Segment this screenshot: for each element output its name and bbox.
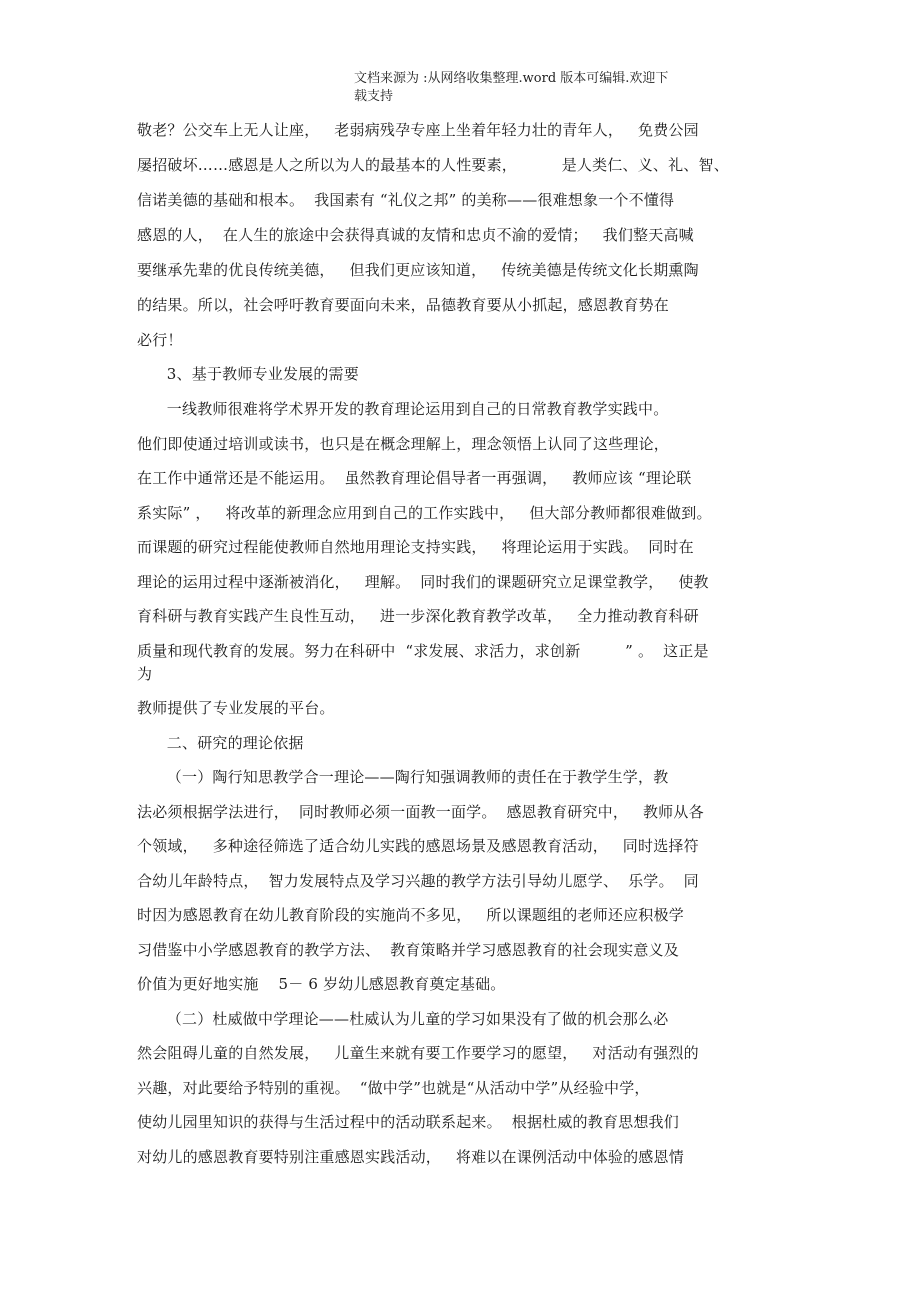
body-line: 时因为感恩教育在幼儿教育阶段的实施尚不多见， 所以课题组的老师还应积极学 <box>137 906 684 924</box>
body-line: （一）陶行知思教学合一理论——陶行知强调教师的责任在于教学生学，教 <box>137 768 669 786</box>
body-line: 兴趣，对此要给予特别的重视。 “做中学”也就是“从活动中学”从经验中学， <box>137 1079 650 1097</box>
body-line: 的结果。所以，社会呼吁教育要面向未来，品德教育要从小抓起，感恩教育势在 <box>137 296 670 314</box>
body-line: 合幼儿年龄特点， 智力发展特点及学习兴趣的教学方法引导幼儿愿学、 乐学。 同 <box>137 872 699 890</box>
body-line: 价值为更好地实施 5－ 6 岁幼儿感恩教育奠定基础。 <box>137 975 506 993</box>
body-line: 习借鉴中小学感恩教育的教学方法、 教育策略并学习感恩教育的社会现实意义及 <box>137 941 679 959</box>
body-line: 系实际” ， 将改革的新理念应用到自己的工作实践中， 但大部分教师都很难做到。 <box>137 504 712 522</box>
body-line: 教师提供了专业发展的平台。 <box>137 699 335 717</box>
body-line: 一线教师很难将学术界开发的教育理论运用到自己的日常教育教学实践中。 <box>137 400 669 418</box>
body-line: 质量和现代教育的发展。努力在科研中 “求发展、求活力，求创新 ” 。 这正是 <box>137 642 709 660</box>
page-header <box>354 70 714 106</box>
body-line: 必行！ <box>137 331 183 349</box>
body-line: 为 <box>137 665 153 683</box>
body-line: 使幼儿园里知识的获得与生活过程中的活动联系起来。 根据杜威的教育思想我们 <box>137 1113 679 1131</box>
body-line: 他们即使通过培训或读书，也只是在概念理解上，理念领悟上认同了这些理论， <box>137 435 670 453</box>
section-heading: 二、研究的理论依据 <box>137 734 304 752</box>
body-line: 感恩的人， 在人生的旅途中会获得真诚的友情和忠贞不渝的爱情； 我们整天高喊 <box>137 226 694 244</box>
section-heading: 3、基于教师专业发展的需要 <box>137 365 359 383</box>
body-line: 信诺美德的基础和根本。 我国素有 “礼仪之邦” 的美称——很难想象一个不懂得 <box>137 191 675 209</box>
body-line: 理论的运用过程中逐渐被消化， 理解。 同时我们的课题研究立足课堂教学， 使教 <box>137 573 709 591</box>
body-line: 在工作中通常还是不能运用。 虽然教育理论倡导者一再强调， 教师应该 “理论联 <box>137 469 692 487</box>
body-line: 对幼儿的感恩教育要特别注重感恩实践活动， 将难以在课例活动中体验的感恩情 <box>137 1148 684 1166</box>
body-line: 要继承先辈的优良传统美德， 但我们更应该知道， 传统美德是传统文化长期熏陶 <box>137 261 699 279</box>
body-line: 个领域， 多种途径筛选了适合幼儿实践的感恩场景及感恩教育活动， 同时选择符 <box>137 837 699 855</box>
body-line: 而课题的研究过程能使教师自然地用理论支持实践， 将理论运用于实践。 同时在 <box>137 538 694 556</box>
header-line-1: 文档来源为 :从网络收集整理.word 版本可编辑.欢迎下 <box>354 71 669 86</box>
body-line: （二）杜威做中学理论——杜威认为儿童的学习如果没有了做的机会那么必 <box>137 1010 669 1028</box>
body-line: 敬老？公交车上无人让座， 老弱病残孕专座上坐着年轻力壮的青年人， 免费公园 <box>137 121 699 139</box>
body-line: 然会阻碍儿童的自然发展， 儿童生来就有要工作要学习的愿望， 对活动有强烈的 <box>137 1044 699 1062</box>
body-line: 屡招破坏……感恩是人之所以为人的最基本的人性要素， 是人类仁、义、礼、智、 <box>137 156 729 174</box>
body-line: 法必须根据学法进行， 同时教师必须一面教一面学。 感恩教育研究中， 教师从各 <box>137 803 704 821</box>
body-line: 育科研与教育实践产生良性互动， 进一步深化教育教学改革， 全力推动教育科研 <box>137 607 699 625</box>
header-line-2: 载支持 <box>354 89 394 104</box>
